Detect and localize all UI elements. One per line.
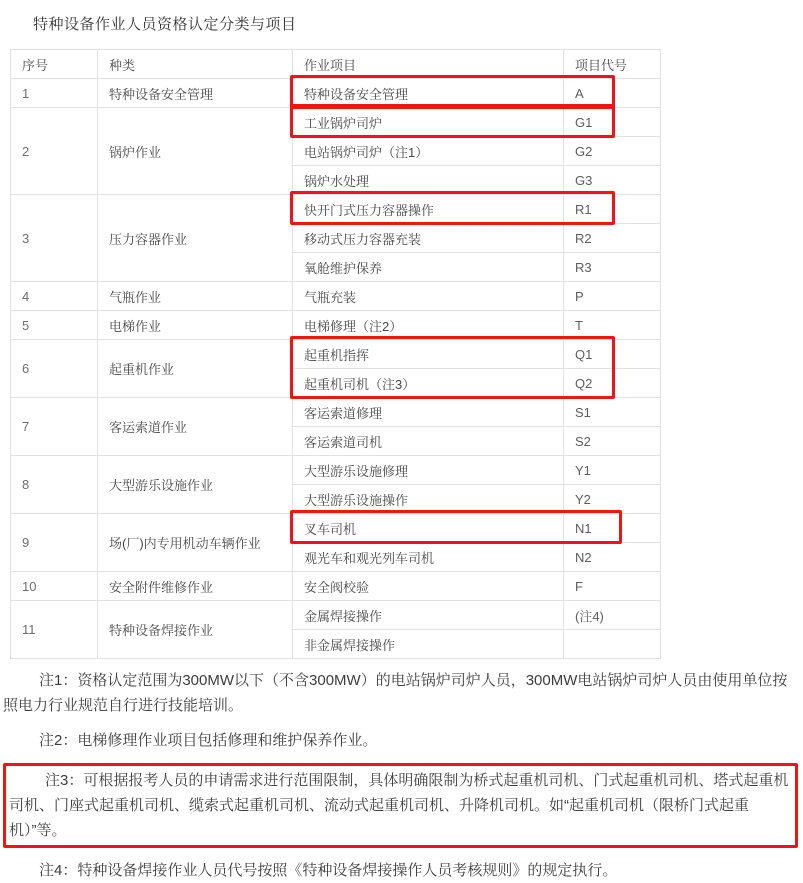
cell-seq: 10: [11, 572, 98, 601]
cell-project: 起重机司机（注3）: [293, 369, 564, 398]
note-2: 注2：电梯修理作业项目包括修理和维护保养作业。: [39, 732, 378, 749]
cell-category: 电梯作业: [98, 311, 293, 340]
cell-project: 工业锅炉司炉: [293, 108, 564, 137]
cell-code: T: [564, 311, 661, 340]
cell-code: P: [564, 282, 661, 311]
cell-seq: 6: [11, 340, 98, 398]
cell-code: Y1: [564, 456, 661, 485]
table-row: [11, 311, 661, 340]
note-3: 注3：可根据报考人员的申请需求进行范围限制，具体明确限制为桥式起重机司机、门式起重机司机、塔式起重机司机、门座式起重机司机、缆索式起重机司机、流动式起重机司机、升降机司机。如“起重机司机（限桥门式起重机）”等。: [9, 772, 789, 839]
cell-code: R3: [564, 253, 661, 282]
cell-project: 气瓶充装: [293, 282, 564, 311]
cell-project: 大型游乐设施修理: [293, 456, 564, 485]
cell-seq: 5: [11, 311, 98, 340]
table-row: [11, 456, 661, 485]
table-row: [11, 514, 661, 543]
cell-category: 客运索道作业: [98, 398, 293, 456]
cell-code: R1: [564, 195, 661, 224]
header-project: 作业项目: [293, 50, 564, 79]
cell-project: 电梯修理（注2）: [293, 311, 564, 340]
table-row: [11, 195, 661, 224]
table-row: [11, 79, 661, 108]
cell-project: 客运索道修理: [293, 398, 564, 427]
document-page: [0, 13, 803, 879]
cell-seq: 11: [11, 601, 98, 659]
cell-code: Q1: [564, 340, 661, 369]
cell-code: S2: [564, 427, 661, 456]
cell-seq: 2: [11, 108, 98, 195]
header-category: 种类: [98, 50, 293, 79]
cell-project: 客运索道司机: [293, 427, 564, 456]
cell-code: G3: [564, 166, 661, 195]
cell-seq: 4: [11, 282, 98, 311]
cell-code: S1: [564, 398, 661, 427]
cell-category: 锅炉作业: [98, 108, 293, 195]
qualification-table: [10, 49, 661, 659]
cell-category: 安全附件维修作业: [98, 572, 293, 601]
header-code: 项目代号: [564, 50, 661, 79]
cell-project: 氧舱维护保养: [293, 253, 564, 282]
cell-project: 移动式压力容器充装: [293, 224, 564, 253]
cell-code: G2: [564, 137, 661, 166]
cell-project: 安全阀校验: [293, 572, 564, 601]
cell-code: A: [564, 79, 661, 108]
cell-seq: 3: [11, 195, 98, 282]
cell-seq: 7: [11, 398, 98, 456]
cell-seq: 8: [11, 456, 98, 514]
cell-seq: 1: [11, 79, 98, 108]
page-title: 特种设备作业人员资格认定分类与项目: [33, 16, 297, 33]
cell-seq: 9: [11, 514, 98, 572]
cell-project: 快开门式压力容器操作: [293, 195, 564, 224]
cell-project: 叉车司机: [293, 514, 564, 543]
cell-category: 起重机作业: [98, 340, 293, 398]
table-row: [11, 601, 661, 630]
table-row: [11, 398, 661, 427]
table-row: [11, 340, 661, 369]
cell-code: N1: [564, 514, 661, 543]
cell-project: 电站锅炉司炉（注1）: [293, 137, 564, 166]
table-row: [11, 572, 661, 601]
cell-project: 金属焊接操作: [293, 601, 564, 630]
cell-project: 锅炉水处理: [293, 166, 564, 195]
qualification-table-wrap: [10, 49, 660, 659]
header-seq: 序号: [11, 50, 98, 79]
cell-code: F: [564, 572, 661, 601]
cell-category: 压力容器作业: [98, 195, 293, 282]
cell-category: 特种设备焊接作业: [98, 601, 293, 659]
cell-code: [564, 630, 661, 659]
cell-code: N2: [564, 543, 661, 572]
cell-project: 大型游乐设施操作: [293, 485, 564, 514]
cell-project: 非金属焊接操作: [293, 630, 564, 659]
cell-code: Q2: [564, 369, 661, 398]
cell-project: 起重机指挥: [293, 340, 564, 369]
cell-code: R2: [564, 224, 661, 253]
table-header-row: [11, 50, 661, 79]
cell-category: 场(厂)内专用机动车辆作业: [98, 514, 293, 572]
highlight-box-note-3: [3, 763, 798, 848]
cell-project: 观光车和观光列车司机: [293, 543, 564, 572]
note-4: 注4：特种设备焊接作业人员代号按照《特种设备焊接操作人员考核规则》的规定执行。: [39, 862, 618, 879]
note-1: 注1：资格认定范围为300MW以下（不含300MW）的电站锅炉司炉人员，300MW电站锅炉司炉人员由使用单位按照电力行业规范自行进行技能培训。: [3, 672, 788, 714]
notes-section: [3, 668, 798, 883]
table-row: [11, 108, 661, 137]
cell-project: 特种设备安全管理: [293, 79, 564, 108]
cell-category: 气瓶作业: [98, 282, 293, 311]
cell-code: G1: [564, 108, 661, 137]
cell-category: 大型游乐设施作业: [98, 456, 293, 514]
cell-category: 特种设备安全管理: [98, 79, 293, 108]
table-row: [11, 282, 661, 311]
cell-code: Y2: [564, 485, 661, 514]
cell-code: (注4): [564, 601, 661, 630]
